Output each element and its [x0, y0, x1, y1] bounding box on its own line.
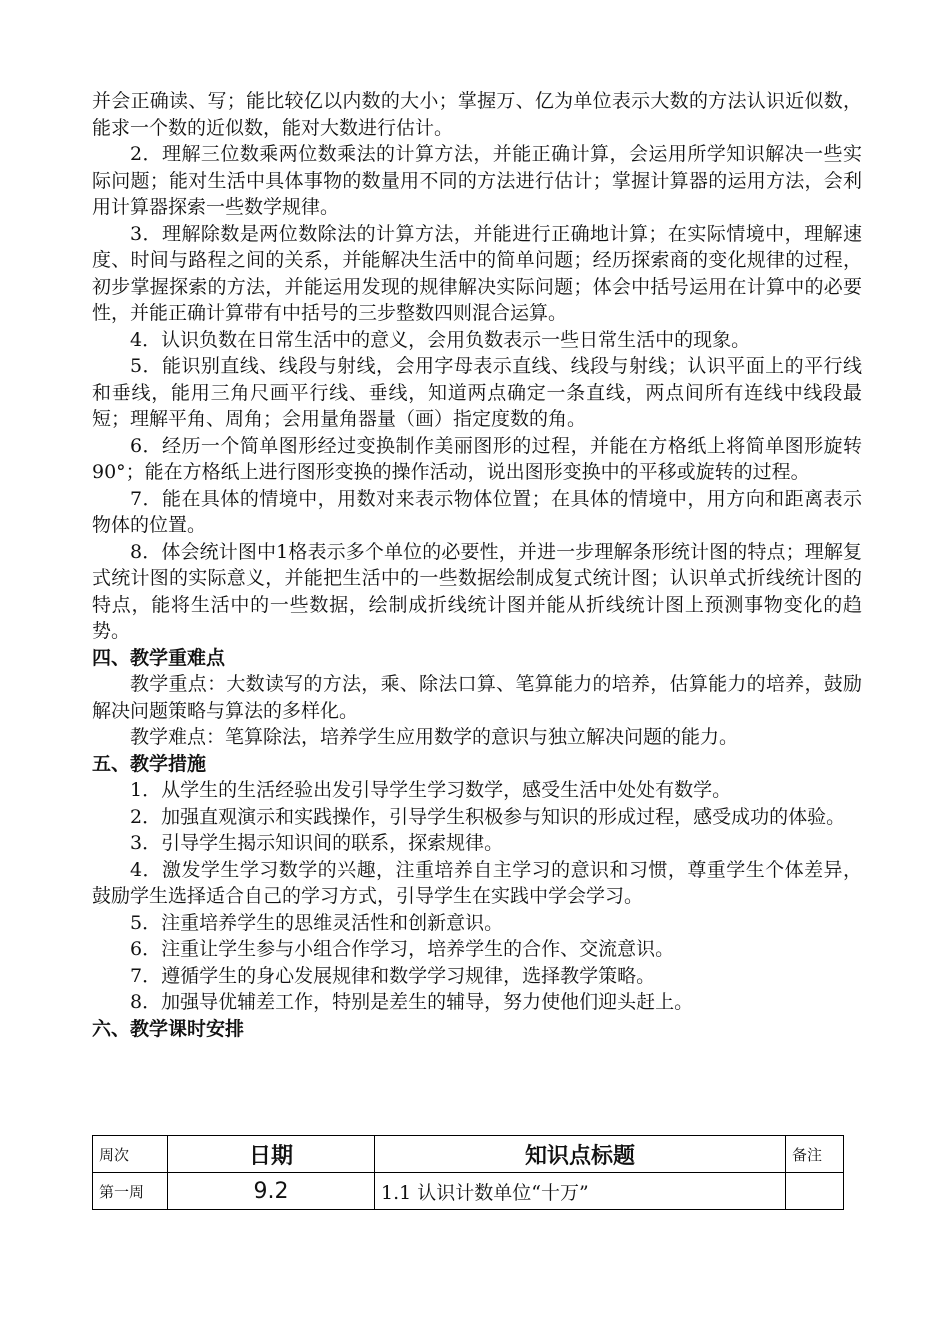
- cell-topic: 1.1 认识计数单位“十万”: [375, 1173, 786, 1210]
- measure-item-1: 1．从学生的生活经验出发引导学生学习数学，感受生活中处处有数学。: [130, 779, 732, 801]
- table-header-row: [93, 1136, 844, 1173]
- schedule-table: [92, 1135, 844, 1210]
- measure-item-2: 2．加强直观演示和实践操作，引导学生积极参与知识的形成过程，感受成功的体验。: [130, 805, 846, 828]
- paragraph-item-3: 3．理解除数是两位数除法的计算方法，并能进行正确地计算；在实际情境中，理解速度、时间与路程之间的关系，并能解决生活中的简单问题；经历探索商的变化规律的过程，初步掌握探索的方法，并能运用发现的规律解决实际问题；体会中括号运用在计算中的必要性，并能正确计算带有中括号的三步整数四则混合运算。: [92, 222, 862, 324]
- section-heading-measures: 五、教学措施: [92, 752, 207, 775]
- header-topic: 知识点标题: [375, 1136, 786, 1173]
- cell-notes: [786, 1173, 844, 1210]
- measure-item-7: 7．遵循学生的身心发展规律和数学学习规律，选择教学策略。: [130, 964, 656, 987]
- cell-date: 9.2: [168, 1173, 375, 1210]
- paragraph-difficulties: 教学难点：笔算除法，培养学生应用数学的意识与独立解决问题的能力。: [130, 726, 739, 748]
- paragraph-item-6: 6．经历一个简单图形经过变换制作美丽图形的过程，并能在方格纸上将简单图形旋转90°；能在方格纸上进行图形变换的操作活动，说出图形变换中的平移或旋转的过程。: [92, 434, 862, 483]
- section-heading-schedule: 六、教学课时安排: [92, 1017, 245, 1040]
- section-heading-key-points: 四、教学重难点: [92, 646, 226, 669]
- paragraph-key-points: 教学重点：大数读写的方法，乘、除法口算、笔算能力的培养，估算能力的培养，鼓励解决问题策略与算法的多样化。: [92, 673, 862, 722]
- header-date: 日期: [168, 1136, 375, 1173]
- table-row: [93, 1173, 844, 1210]
- measure-item-5: 5．注重培养学生的思维灵活性和创新意识。: [130, 911, 504, 934]
- measure-item-8: 8．加强导优辅差工作，特别是差生的辅导，努力使他们迎头赶上。: [130, 991, 694, 1013]
- paragraph-item-2: 2．理解三位数乘两位数乘法的计算方法，并能正确计算，会运用所学知识解决一些实际问题；能对生活中具体事物的数量用不同的方法进行估计；掌握计算器的运用方法，会利用计算器探索一些数学规律。: [92, 143, 862, 218]
- paragraph-item-1-continued: 并会正确读、写；能比较亿以内数的大小；掌握万、亿为单位表示大数的方法认识近似数，能求一个数的近似数，能对大数进行估计。: [92, 90, 862, 139]
- paragraph-item-8: 8．体会统计图中1格表示多个单位的必要性，并进一步理解条形统计图的特点；理解复式统计图的实际意义，并能把生活中的一些数据绘制成复式统计图；认识单式折线统计图的特点，能将生活中的一些数据，绘制成折线统计图并能从折线统计图上预测事物变化的趋势。: [92, 540, 862, 642]
- paragraph-item-5: 5．能识别直线、线段与射线，会用字母表示直线、线段与射线；认识平面上的平行线和垂线，能用三角尺画平行线、垂线，知道两点确定一条直线，两点间所有连线中线段最短；理解平角、周角；会用量角器量（画）指定度数的角。: [92, 355, 862, 430]
- paragraph-item-7: 7．能在具体的情境中，用数对来表示物体位置；在具体的情境中，用方向和距离表示物体的位置。: [92, 487, 862, 536]
- measure-item-4: 4．激发学生学习数学的兴趣，注重培养自主学习的意识和习惯，尊重学生个体差异，鼓励学生选择适合自己的学习方式，引导学生在实践中学会学习。: [92, 858, 862, 907]
- measure-item-3: 3．引导学生揭示知识间的联系，探索规律。: [130, 832, 504, 854]
- paragraph-item-4: 4．认识负数在日常生活中的意义，会用负数表示一些日常生活中的现象。: [130, 328, 751, 351]
- header-notes: 备注: [786, 1136, 844, 1173]
- document-body: [92, 88, 862, 1042]
- measure-item-6: 6．注重让学生参与小组合作学习，培养学生的合作、交流意识。: [130, 938, 675, 960]
- cell-week: 第一周: [93, 1173, 168, 1210]
- header-week: 周次: [93, 1136, 168, 1173]
